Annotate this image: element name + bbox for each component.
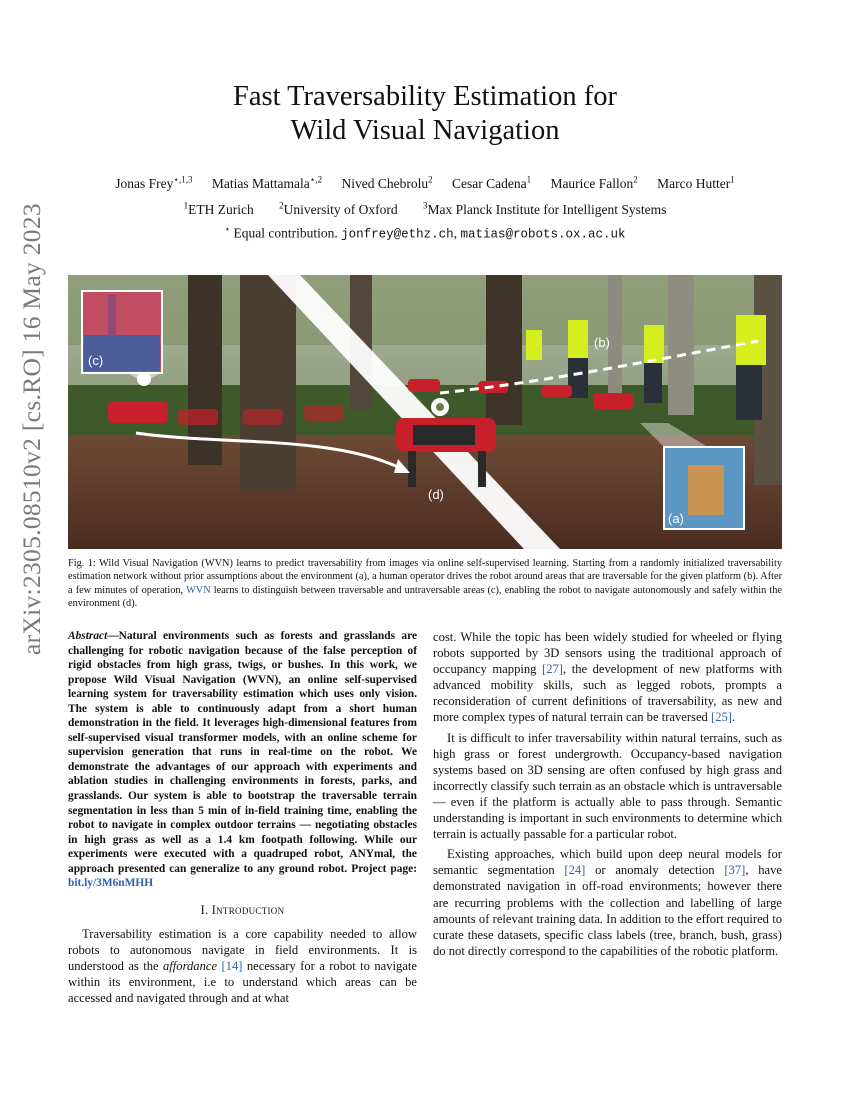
citation-link[interactable]: [24] (564, 863, 586, 878)
author: Jonas Frey$^{⋆,1,3}$ (115, 174, 193, 191)
citation-link[interactable]: [25] (711, 710, 732, 725)
title-line-2: Wild Visual Navigation (290, 115, 560, 146)
abstract: Abstract—Natural environments such as forests and grasslands are challenging for robotic navigation because of the false perception of rigid obstacles from high grass, twigs, or bushes. In this work, we propose Wild Visual Navigation (WVN), an online self-supervised learning system for traversability estimation which uses only vision. The system is able to continuously adapt from a short human demonstration in the field. It leverages high-dimensional features from self-supervised visual transformer models, with an online scheme for supervision generation that runs in real-time on the robot. We demonstrate the advantages of our approach with experiments and ablation studies in challenging environments in forests, parks, and grasslands. Our system is able to bootstrap the traversable terrain segmentation in less than 5 min of in-field training time, enabling the robot to navigate in complex outdoor terrains — negotiating obstacles in high grass as well as a 1.4 km footpath following. While our experiments were executed with a quadruped robot, ANYmal, the approach presented can generalize to any ground robot. Project page: bit.ly/3M6nMHH (68, 630, 417, 890)
project-page-link[interactable]: bit.ly/3M6nMHH (68, 877, 154, 890)
title-line-1: Fast Traversability Estimation for (233, 81, 617, 112)
intro-paragraph: Traversability estimation is a core capability needed to allow robots to autonomous navigate in field environments. It is understood as the affordance [14] necessary for a robot to navigate within its environment, i.e to understand which areas can be accessed and navigated through and at what (68, 926, 417, 1006)
right-column (433, 629, 782, 959)
email-link[interactable]: jonfrey@ethz.ch (341, 227, 454, 242)
left-column (68, 629, 417, 1006)
caption-link[interactable]: WVN (186, 584, 211, 596)
paragraph: It is difficult to infer traversability within natural terrains, such as high grass or forest undergrowth. Occupancy-based navigation systems based on 3D sensing are often confused by high grass and incorrectly classify such terrain as an obstacle which is untraversable — even if the platform is actually able to pass through. Semantic understanding is important in such environments to determine which terrain is actually passable for a particular robot. (433, 730, 782, 842)
citation-link[interactable]: [37] (724, 863, 746, 878)
tree-trunk (240, 275, 296, 490)
affiliation: $^2$University of Oxford (279, 200, 398, 217)
citation-link[interactable]: [27] (542, 662, 563, 677)
author: Marco Hutter$^1$ (657, 174, 735, 191)
figure-caption: Fig. 1: Wild Visual Navigation (WVN) learns to predict traversability from images via online self-supervised learning. Starting from a randomly initialized traversability estimation network without prior assumptions about the environment (a), a human operator drives the robot around areas that are traversable for the given platform (b). After a few minutes of operation, WVN learns to distinguish between traversable and untraversable areas (c), enabling the robot to navigate autonomously and safely within the environment (d). (68, 558, 782, 609)
paragraph: Existing approaches, which build upon deep neural models for semantic segmentation [24] or anomaly detection [37], have demonstrated navigation in off-road environments; however there are recurring problems with the collection and labelling of large amounts of relevant training data. In addition to the effort required to curate these datasets, specific class labels (tree, branch, bush, grass) do not directly correspond to the capabilities of the robotic platform. (433, 847, 782, 958)
tree-trunk (608, 275, 622, 395)
figure-label-a: (a) (668, 511, 684, 526)
affiliation-list (40, 200, 810, 218)
affiliation: $^1$ETH Zurich (183, 200, 254, 217)
citation-link[interactable]: [14] (221, 959, 243, 974)
email-link[interactable]: matias@robots.ox.ac.uk (460, 227, 626, 242)
figure-label-c: (c) (88, 353, 104, 368)
section-heading: I. Introduction (200, 902, 285, 917)
tree-trunk (486, 275, 522, 425)
affiliation: $^3$Max Planck Institute for Intelligent Systems (423, 200, 667, 217)
tree-trunk (188, 275, 222, 465)
figure-label-d: (d) (428, 487, 444, 502)
author-list (40, 174, 810, 192)
equal-contribution-note: ⋆ Equal contribution. jonfrey@ethz.ch, matias@robots.ox.ac.uk (224, 224, 626, 242)
intro-paragraph-continued: cost. While the topic has been widely studied for wheeled or flying robots supported by 3D sensors using the traditional approach of occupancy mapping [27], the development of new platforms with advanced mobility skills, such as legged robots, prompts a reconsideration of current definitions of traversability, as new and more complex types of natural terrain can be traversed [25]. (433, 630, 782, 725)
tree-trunk (668, 275, 694, 415)
figure-1-photo (68, 275, 782, 549)
author: Matias Mattamala$^{⋆,2}$ (211, 174, 323, 191)
author: Nived Chebrolu$^2$ (341, 174, 433, 191)
arxiv-stamp: arXiv:2305.08510v2 [cs.RO] 16 May 2023 (17, 203, 46, 655)
author: Maurice Fallon$^2$ (550, 174, 638, 191)
paper-title (100, 80, 750, 148)
author: Cesar Cadena$^1$ (451, 174, 532, 191)
figure-label-b: (b) (594, 335, 610, 350)
